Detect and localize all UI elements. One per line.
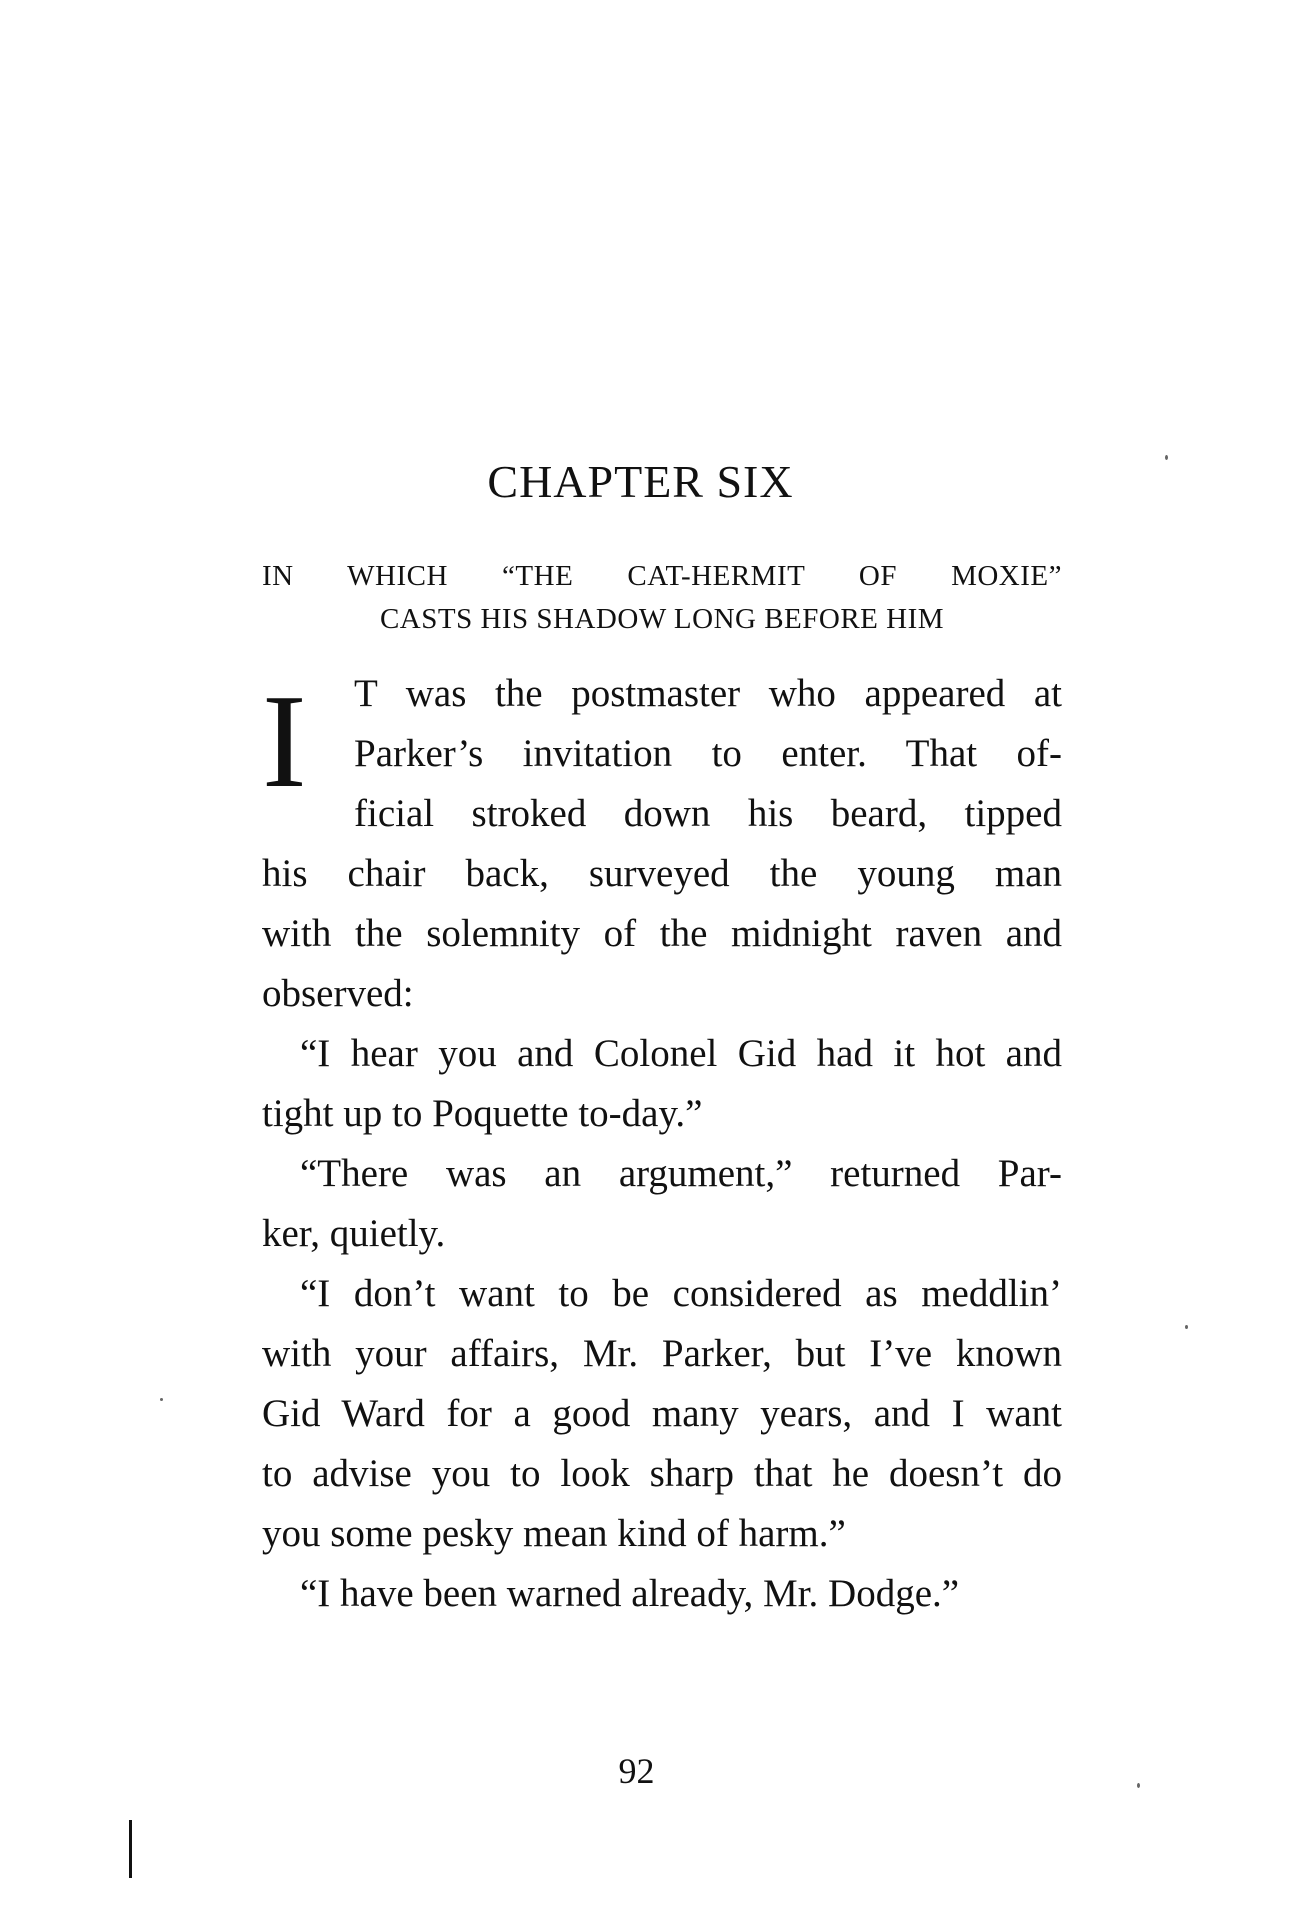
text-line: “I don’t want to be considered as meddlin’: [300, 1272, 1062, 1315]
body-text: [262, 664, 1062, 1624]
text-line: to advise you to look sharp that he doesn’t do: [262, 1452, 1062, 1495]
text-line: T was the postmaster who appeared at: [354, 672, 1062, 715]
text-line: with the solemnity of the midnight raven and: [262, 912, 1062, 955]
paragraph: [262, 1564, 1062, 1624]
chapter-subtitle-line-1: IN WHICH “THE CAT-HERMIT OF MOXIE”: [262, 560, 1062, 592]
paragraph: [262, 1264, 1062, 1564]
scan-speck: [1137, 1783, 1140, 1788]
text-line: ker, quietly.: [262, 1212, 446, 1255]
margin-mark: [129, 1820, 132, 1878]
drop-cap: I: [262, 667, 307, 815]
text-line: his chair back, surveyed the young man: [262, 852, 1062, 895]
text-line: “There was an argument,” returned Par-: [300, 1152, 1062, 1195]
chapter-subtitle-line-2: CASTS HIS SHADOW LONG BEFORE HIM: [379, 603, 945, 635]
paragraph: [262, 1024, 1062, 1144]
text-line: tight up to Poquette to-day.”: [262, 1092, 703, 1135]
scan-speck: [1165, 455, 1168, 460]
page-number: 92: [618, 1751, 655, 1791]
text-line: Parker’s invitation to enter. That of-: [354, 732, 1062, 775]
text-line: ficial stroked down his beard, tipped: [354, 792, 1062, 835]
text-line: “I have been warned already, Mr. Dodge.”: [300, 1572, 960, 1615]
text-line: observed:: [262, 972, 414, 1015]
text-line: Gid Ward for a good many years, and I want: [262, 1392, 1062, 1435]
scan-speck: [1185, 1325, 1188, 1329]
chapter-title: CHAPTER SIX: [487, 456, 794, 507]
text-line: with your affairs, Mr. Parker, but I’ve known: [262, 1332, 1062, 1375]
text-line: “I hear you and Colonel Gid had it hot and: [300, 1032, 1062, 1075]
paragraph: [262, 664, 1062, 1024]
paragraph: [262, 1144, 1062, 1264]
scan-speck: [160, 1398, 163, 1401]
text-line: you some pesky mean kind of harm.”: [262, 1512, 846, 1555]
